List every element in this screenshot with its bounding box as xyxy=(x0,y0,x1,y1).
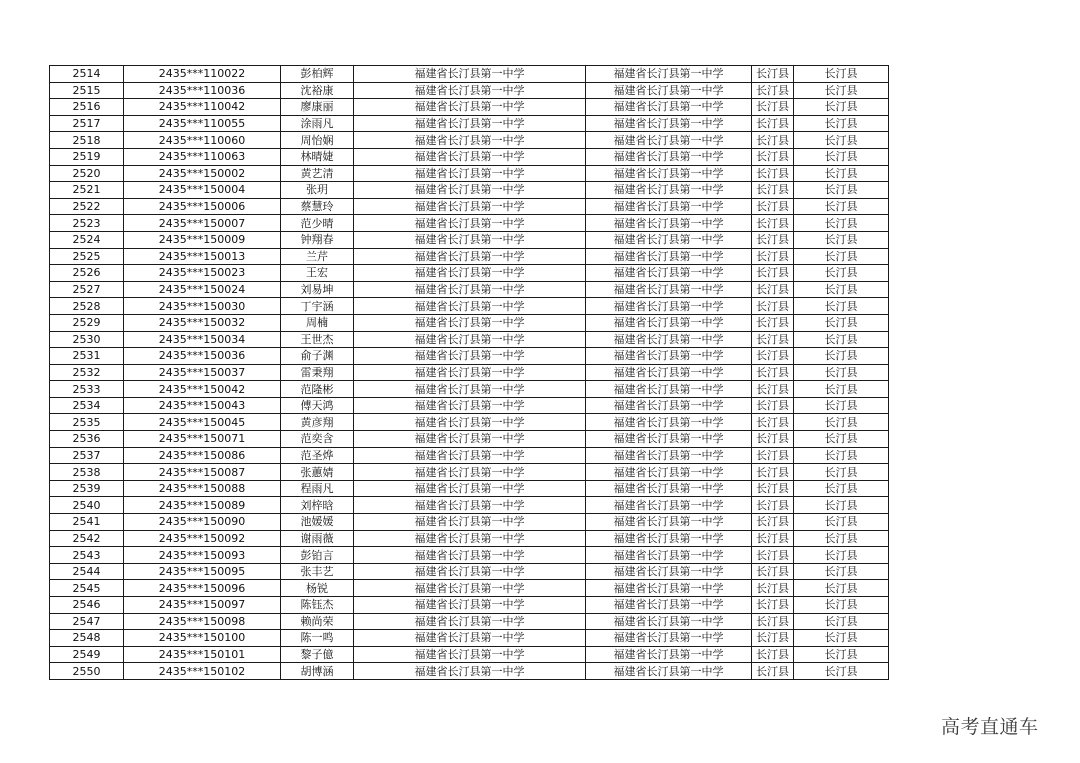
cell-county: 长汀县 xyxy=(752,431,794,448)
cell-county: 长汀县 xyxy=(752,215,794,232)
cell-school-name: 福建省长汀县第一中学 xyxy=(354,115,586,132)
cell-county: 长汀县 xyxy=(752,231,794,248)
cell-row-number: 2515 xyxy=(50,82,124,99)
cell-student-name: 杨锐 xyxy=(281,580,354,597)
cell-origin-school: 福建省长汀县第一中学 xyxy=(586,580,752,597)
cell-county: 长汀县 xyxy=(752,115,794,132)
table-row xyxy=(50,497,889,514)
cell-exam-id: 2435***110042 xyxy=(124,99,281,116)
table-row xyxy=(50,364,889,381)
cell-county: 长汀县 xyxy=(752,480,794,497)
cell-student-name: 王世杰 xyxy=(281,331,354,348)
cell-origin-school: 福建省长汀县第一中学 xyxy=(586,630,752,647)
cell-county: 长汀县 xyxy=(752,132,794,149)
cell-district: 长汀县 xyxy=(794,82,889,99)
cell-exam-id: 2435***150036 xyxy=(124,348,281,365)
cell-district: 长汀县 xyxy=(794,580,889,597)
cell-school-name: 福建省长汀县第一中学 xyxy=(354,414,586,431)
cell-county: 长汀县 xyxy=(752,381,794,398)
cell-school-name: 福建省长汀县第一中学 xyxy=(354,66,586,83)
cell-row-number: 2531 xyxy=(50,348,124,365)
cell-county: 长汀县 xyxy=(752,663,794,680)
cell-row-number: 2518 xyxy=(50,132,124,149)
cell-exam-id: 2435***150101 xyxy=(124,646,281,663)
cell-county: 长汀县 xyxy=(752,646,794,663)
cell-row-number: 2540 xyxy=(50,497,124,514)
cell-row-number: 2532 xyxy=(50,364,124,381)
cell-exam-id: 2435***150088 xyxy=(124,480,281,497)
cell-district: 长汀县 xyxy=(794,165,889,182)
cell-student-name: 涂雨凡 xyxy=(281,115,354,132)
table-row xyxy=(50,132,889,149)
cell-row-number: 2520 xyxy=(50,165,124,182)
cell-student-name: 周楠 xyxy=(281,314,354,331)
cell-exam-id: 2435***150043 xyxy=(124,397,281,414)
cell-school-name: 福建省长汀县第一中学 xyxy=(354,99,586,116)
cell-row-number: 2528 xyxy=(50,298,124,315)
cell-row-number: 2533 xyxy=(50,381,124,398)
cell-row-number: 2517 xyxy=(50,115,124,132)
table-row xyxy=(50,630,889,647)
cell-student-name: 池媛媛 xyxy=(281,514,354,531)
cell-county: 长汀县 xyxy=(752,314,794,331)
cell-exam-id: 2435***150042 xyxy=(124,381,281,398)
cell-student-name: 范奕含 xyxy=(281,431,354,448)
cell-school-name: 福建省长汀县第一中学 xyxy=(354,447,586,464)
table-row xyxy=(50,530,889,547)
cell-row-number: 2548 xyxy=(50,630,124,647)
cell-district: 长汀县 xyxy=(794,447,889,464)
cell-student-name: 傅天鸿 xyxy=(281,397,354,414)
cell-origin-school: 福建省长汀县第一中学 xyxy=(586,497,752,514)
cell-school-name: 福建省长汀县第一中学 xyxy=(354,480,586,497)
table-row xyxy=(50,613,889,630)
admission-list-table xyxy=(49,65,889,680)
cell-school-name: 福建省长汀县第一中学 xyxy=(354,563,586,580)
cell-district: 长汀县 xyxy=(794,480,889,497)
table-row xyxy=(50,348,889,365)
table-row xyxy=(50,597,889,614)
cell-student-name: 张丰艺 xyxy=(281,563,354,580)
cell-exam-id: 2435***150002 xyxy=(124,165,281,182)
cell-row-number: 2543 xyxy=(50,547,124,564)
cell-origin-school: 福建省长汀县第一中学 xyxy=(586,148,752,165)
cell-district: 长汀县 xyxy=(794,397,889,414)
cell-district: 长汀县 xyxy=(794,414,889,431)
cell-school-name: 福建省长汀县第一中学 xyxy=(354,630,586,647)
cell-school-name: 福建省长汀县第一中学 xyxy=(354,298,586,315)
cell-origin-school: 福建省长汀县第一中学 xyxy=(586,397,752,414)
cell-student-name: 范隆彬 xyxy=(281,381,354,398)
cell-student-name: 赖尚荣 xyxy=(281,613,354,630)
cell-school-name: 福建省长汀县第一中学 xyxy=(354,231,586,248)
cell-origin-school: 福建省长汀县第一中学 xyxy=(586,66,752,83)
cell-student-name: 黄艺清 xyxy=(281,165,354,182)
table-row xyxy=(50,447,889,464)
cell-school-name: 福建省长汀县第一中学 xyxy=(354,198,586,215)
cell-student-name: 胡博涵 xyxy=(281,663,354,680)
cell-origin-school: 福建省长汀县第一中学 xyxy=(586,431,752,448)
cell-exam-id: 2435***150102 xyxy=(124,663,281,680)
cell-school-name: 福建省长汀县第一中学 xyxy=(354,215,586,232)
cell-exam-id: 2435***150093 xyxy=(124,547,281,564)
cell-exam-id: 2435***150034 xyxy=(124,331,281,348)
cell-exam-id: 2435***110022 xyxy=(124,66,281,83)
cell-county: 长汀县 xyxy=(752,414,794,431)
cell-school-name: 福建省长汀县第一中学 xyxy=(354,497,586,514)
cell-exam-id: 2435***150007 xyxy=(124,215,281,232)
cell-county: 长汀县 xyxy=(752,248,794,265)
cell-origin-school: 福建省长汀县第一中学 xyxy=(586,281,752,298)
cell-student-name: 刘易坤 xyxy=(281,281,354,298)
cell-county: 长汀县 xyxy=(752,447,794,464)
cell-row-number: 2545 xyxy=(50,580,124,597)
cell-district: 长汀县 xyxy=(794,530,889,547)
cell-row-number: 2542 xyxy=(50,530,124,547)
cell-row-number: 2536 xyxy=(50,431,124,448)
cell-origin-school: 福建省长汀县第一中学 xyxy=(586,613,752,630)
cell-county: 长汀县 xyxy=(752,66,794,83)
cell-origin-school: 福建省长汀县第一中学 xyxy=(586,514,752,531)
cell-district: 长汀县 xyxy=(794,99,889,116)
cell-district: 长汀县 xyxy=(794,630,889,647)
cell-exam-id: 2435***150097 xyxy=(124,597,281,614)
cell-county: 长汀县 xyxy=(752,182,794,199)
cell-row-number: 2534 xyxy=(50,397,124,414)
cell-row-number: 2535 xyxy=(50,414,124,431)
cell-student-name: 丁宇涵 xyxy=(281,298,354,315)
cell-exam-id: 2435***150045 xyxy=(124,414,281,431)
table-row xyxy=(50,514,889,531)
cell-county: 长汀县 xyxy=(752,547,794,564)
cell-exam-id: 2435***150090 xyxy=(124,514,281,531)
table-row xyxy=(50,397,889,414)
cell-origin-school: 福建省长汀县第一中学 xyxy=(586,414,752,431)
cell-origin-school: 福建省长汀县第一中学 xyxy=(586,597,752,614)
cell-row-number: 2550 xyxy=(50,663,124,680)
cell-exam-id: 2435***150009 xyxy=(124,231,281,248)
cell-district: 长汀县 xyxy=(794,331,889,348)
cell-student-name: 张玥 xyxy=(281,182,354,199)
cell-exam-id: 2435***150024 xyxy=(124,281,281,298)
cell-origin-school: 福建省长汀县第一中学 xyxy=(586,265,752,282)
cell-student-name: 俞子渊 xyxy=(281,348,354,365)
cell-row-number: 2526 xyxy=(50,265,124,282)
cell-school-name: 福建省长汀县第一中学 xyxy=(354,265,586,282)
cell-school-name: 福建省长汀县第一中学 xyxy=(354,663,586,680)
cell-student-name: 程雨凡 xyxy=(281,480,354,497)
cell-row-number: 2544 xyxy=(50,563,124,580)
cell-district: 长汀县 xyxy=(794,381,889,398)
cell-district: 长汀县 xyxy=(794,215,889,232)
cell-school-name: 福建省长汀县第一中学 xyxy=(354,132,586,149)
cell-school-name: 福建省长汀县第一中学 xyxy=(354,82,586,99)
cell-county: 长汀县 xyxy=(752,613,794,630)
cell-district: 长汀县 xyxy=(794,514,889,531)
cell-student-name: 王宏 xyxy=(281,265,354,282)
cell-row-number: 2524 xyxy=(50,231,124,248)
cell-origin-school: 福建省长汀县第一中学 xyxy=(586,364,752,381)
table-row xyxy=(50,281,889,298)
cell-origin-school: 福建省长汀县第一中学 xyxy=(586,165,752,182)
cell-origin-school: 福建省长汀县第一中学 xyxy=(586,563,752,580)
cell-district: 长汀县 xyxy=(794,115,889,132)
cell-district: 长汀县 xyxy=(794,563,889,580)
cell-row-number: 2547 xyxy=(50,613,124,630)
table-row xyxy=(50,298,889,315)
cell-origin-school: 福建省长汀县第一中学 xyxy=(586,663,752,680)
cell-student-name: 陈一鸣 xyxy=(281,630,354,647)
cell-district: 长汀县 xyxy=(794,148,889,165)
cell-county: 长汀县 xyxy=(752,497,794,514)
cell-district: 长汀县 xyxy=(794,613,889,630)
cell-district: 长汀县 xyxy=(794,281,889,298)
table-row xyxy=(50,663,889,680)
cell-district: 长汀县 xyxy=(794,646,889,663)
cell-district: 长汀县 xyxy=(794,66,889,83)
cell-exam-id: 2435***150096 xyxy=(124,580,281,597)
cell-county: 长汀县 xyxy=(752,464,794,481)
table-row xyxy=(50,331,889,348)
cell-school-name: 福建省长汀县第一中学 xyxy=(354,597,586,614)
cell-row-number: 2523 xyxy=(50,215,124,232)
cell-district: 长汀县 xyxy=(794,597,889,614)
table-row xyxy=(50,547,889,564)
table-row xyxy=(50,480,889,497)
cell-exam-id: 2435***110036 xyxy=(124,82,281,99)
cell-student-name: 范少晴 xyxy=(281,215,354,232)
table-row xyxy=(50,231,889,248)
table-row xyxy=(50,198,889,215)
cell-school-name: 福建省长汀县第一中学 xyxy=(354,364,586,381)
cell-exam-id: 2435***150032 xyxy=(124,314,281,331)
cell-county: 长汀县 xyxy=(752,298,794,315)
cell-district: 长汀县 xyxy=(794,314,889,331)
cell-exam-id: 2435***150013 xyxy=(124,248,281,265)
table-row xyxy=(50,215,889,232)
cell-exam-id: 2435***150030 xyxy=(124,298,281,315)
watermark-text: 高考直通车 xyxy=(941,716,1039,738)
cell-origin-school: 福建省长汀县第一中学 xyxy=(586,547,752,564)
cell-exam-id: 2435***150004 xyxy=(124,182,281,199)
cell-origin-school: 福建省长汀县第一中学 xyxy=(586,99,752,116)
table-row xyxy=(50,115,889,132)
cell-school-name: 福建省长汀县第一中学 xyxy=(354,613,586,630)
cell-district: 长汀县 xyxy=(794,547,889,564)
cell-row-number: 2519 xyxy=(50,148,124,165)
cell-district: 长汀县 xyxy=(794,265,889,282)
cell-student-name: 黎子億 xyxy=(281,646,354,663)
cell-county: 长汀县 xyxy=(752,563,794,580)
table-row xyxy=(50,646,889,663)
table-row xyxy=(50,464,889,481)
table-row xyxy=(50,580,889,597)
cell-exam-id: 2435***150092 xyxy=(124,530,281,547)
cell-exam-id: 2435***150087 xyxy=(124,464,281,481)
cell-district: 长汀县 xyxy=(794,231,889,248)
cell-school-name: 福建省长汀县第一中学 xyxy=(354,431,586,448)
cell-exam-id: 2435***150100 xyxy=(124,630,281,647)
cell-county: 长汀县 xyxy=(752,165,794,182)
cell-county: 长汀县 xyxy=(752,530,794,547)
cell-student-name: 范圣烨 xyxy=(281,447,354,464)
cell-exam-id: 2435***150086 xyxy=(124,447,281,464)
cell-student-name: 黄彦翔 xyxy=(281,414,354,431)
cell-county: 长汀县 xyxy=(752,331,794,348)
table-row xyxy=(50,165,889,182)
cell-county: 长汀县 xyxy=(752,397,794,414)
cell-row-number: 2530 xyxy=(50,331,124,348)
cell-school-name: 福建省长汀县第一中学 xyxy=(354,248,586,265)
cell-row-number: 2522 xyxy=(50,198,124,215)
cell-school-name: 福建省长汀县第一中学 xyxy=(354,646,586,663)
cell-school-name: 福建省长汀县第一中学 xyxy=(354,314,586,331)
cell-school-name: 福建省长汀县第一中学 xyxy=(354,381,586,398)
cell-exam-id: 2435***150037 xyxy=(124,364,281,381)
table-body xyxy=(50,66,889,680)
table-row xyxy=(50,66,889,83)
cell-district: 长汀县 xyxy=(794,464,889,481)
cell-school-name: 福建省长汀县第一中学 xyxy=(354,514,586,531)
cell-origin-school: 福建省长汀县第一中学 xyxy=(586,348,752,365)
cell-district: 长汀县 xyxy=(794,431,889,448)
cell-row-number: 2538 xyxy=(50,464,124,481)
cell-student-name: 兰芹 xyxy=(281,248,354,265)
cell-district: 长汀县 xyxy=(794,348,889,365)
cell-student-name: 沈裕康 xyxy=(281,82,354,99)
table-row xyxy=(50,314,889,331)
cell-district: 长汀县 xyxy=(794,663,889,680)
cell-district: 长汀县 xyxy=(794,182,889,199)
cell-origin-school: 福建省长汀县第一中学 xyxy=(586,646,752,663)
cell-county: 长汀县 xyxy=(752,597,794,614)
cell-origin-school: 福建省长汀县第一中学 xyxy=(586,480,752,497)
cell-student-name: 周怡娴 xyxy=(281,132,354,149)
cell-row-number: 2537 xyxy=(50,447,124,464)
cell-origin-school: 福建省长汀县第一中学 xyxy=(586,464,752,481)
cell-row-number: 2549 xyxy=(50,646,124,663)
table-row xyxy=(50,414,889,431)
cell-exam-id: 2435***150023 xyxy=(124,265,281,282)
table-row xyxy=(50,182,889,199)
cell-district: 长汀县 xyxy=(794,248,889,265)
cell-school-name: 福建省长汀县第一中学 xyxy=(354,348,586,365)
cell-student-name: 刘梓晗 xyxy=(281,497,354,514)
cell-origin-school: 福建省长汀县第一中学 xyxy=(586,331,752,348)
cell-school-name: 福建省长汀县第一中学 xyxy=(354,281,586,298)
cell-school-name: 福建省长汀县第一中学 xyxy=(354,331,586,348)
cell-row-number: 2541 xyxy=(50,514,124,531)
cell-county: 长汀县 xyxy=(752,348,794,365)
cell-exam-id: 2435***150006 xyxy=(124,198,281,215)
table-row xyxy=(50,265,889,282)
cell-origin-school: 福建省长汀县第一中学 xyxy=(586,314,752,331)
cell-row-number: 2525 xyxy=(50,248,124,265)
cell-row-number: 2539 xyxy=(50,480,124,497)
table-row xyxy=(50,431,889,448)
cell-origin-school: 福建省长汀县第一中学 xyxy=(586,530,752,547)
cell-origin-school: 福建省长汀县第一中学 xyxy=(586,447,752,464)
table-row xyxy=(50,82,889,99)
cell-row-number: 2546 xyxy=(50,597,124,614)
cell-row-number: 2516 xyxy=(50,99,124,116)
cell-school-name: 福建省长汀县第一中学 xyxy=(354,148,586,165)
cell-district: 长汀县 xyxy=(794,497,889,514)
cell-county: 长汀县 xyxy=(752,198,794,215)
cell-student-name: 彭柏辉 xyxy=(281,66,354,83)
cell-exam-id: 2435***150089 xyxy=(124,497,281,514)
cell-county: 长汀县 xyxy=(752,99,794,116)
cell-origin-school: 福建省长汀县第一中学 xyxy=(586,115,752,132)
cell-student-name: 陈钰杰 xyxy=(281,597,354,614)
cell-origin-school: 福建省长汀县第一中学 xyxy=(586,198,752,215)
cell-district: 长汀县 xyxy=(794,132,889,149)
cell-origin-school: 福建省长汀县第一中学 xyxy=(586,231,752,248)
cell-student-name: 林晴婕 xyxy=(281,148,354,165)
cell-student-name: 钟翔春 xyxy=(281,231,354,248)
cell-row-number: 2521 xyxy=(50,182,124,199)
cell-school-name: 福建省长汀县第一中学 xyxy=(354,580,586,597)
cell-district: 长汀县 xyxy=(794,298,889,315)
cell-row-number: 2529 xyxy=(50,314,124,331)
table-row xyxy=(50,99,889,116)
cell-origin-school: 福建省长汀县第一中学 xyxy=(586,82,752,99)
cell-school-name: 福建省长汀县第一中学 xyxy=(354,165,586,182)
cell-origin-school: 福建省长汀县第一中学 xyxy=(586,381,752,398)
cell-student-name: 谢雨薇 xyxy=(281,530,354,547)
cell-school-name: 福建省长汀县第一中学 xyxy=(354,547,586,564)
table-row xyxy=(50,563,889,580)
cell-origin-school: 福建省长汀县第一中学 xyxy=(586,298,752,315)
cell-student-name: 廖康丽 xyxy=(281,99,354,116)
cell-county: 长汀县 xyxy=(752,82,794,99)
cell-district: 长汀县 xyxy=(794,364,889,381)
cell-origin-school: 福建省长汀县第一中学 xyxy=(586,182,752,199)
cell-county: 长汀县 xyxy=(752,281,794,298)
cell-student-name: 蔡慧玲 xyxy=(281,198,354,215)
cell-exam-id: 2435***110055 xyxy=(124,115,281,132)
table-row xyxy=(50,248,889,265)
cell-school-name: 福建省长汀县第一中学 xyxy=(354,182,586,199)
cell-county: 长汀县 xyxy=(752,364,794,381)
cell-origin-school: 福建省长汀县第一中学 xyxy=(586,132,752,149)
cell-school-name: 福建省长汀县第一中学 xyxy=(354,530,586,547)
cell-row-number: 2514 xyxy=(50,66,124,83)
cell-county: 长汀县 xyxy=(752,265,794,282)
table-row xyxy=(50,148,889,165)
cell-exam-id: 2435***150095 xyxy=(124,563,281,580)
cell-school-name: 福建省长汀县第一中学 xyxy=(354,464,586,481)
cell-district: 长汀县 xyxy=(794,198,889,215)
cell-student-name: 张蕙婧 xyxy=(281,464,354,481)
table-row xyxy=(50,381,889,398)
cell-county: 长汀县 xyxy=(752,580,794,597)
cell-county: 长汀县 xyxy=(752,630,794,647)
cell-student-name: 雷秉翔 xyxy=(281,364,354,381)
cell-county: 长汀县 xyxy=(752,514,794,531)
cell-school-name: 福建省长汀县第一中学 xyxy=(354,397,586,414)
cell-row-number: 2527 xyxy=(50,281,124,298)
cell-origin-school: 福建省长汀县第一中学 xyxy=(586,248,752,265)
cell-exam-id: 2435***150071 xyxy=(124,431,281,448)
cell-origin-school: 福建省长汀县第一中学 xyxy=(586,215,752,232)
cell-exam-id: 2435***110063 xyxy=(124,148,281,165)
cell-exam-id: 2435***110060 xyxy=(124,132,281,149)
cell-student-name: 彭铂言 xyxy=(281,547,354,564)
cell-county: 长汀县 xyxy=(752,148,794,165)
cell-exam-id: 2435***150098 xyxy=(124,613,281,630)
